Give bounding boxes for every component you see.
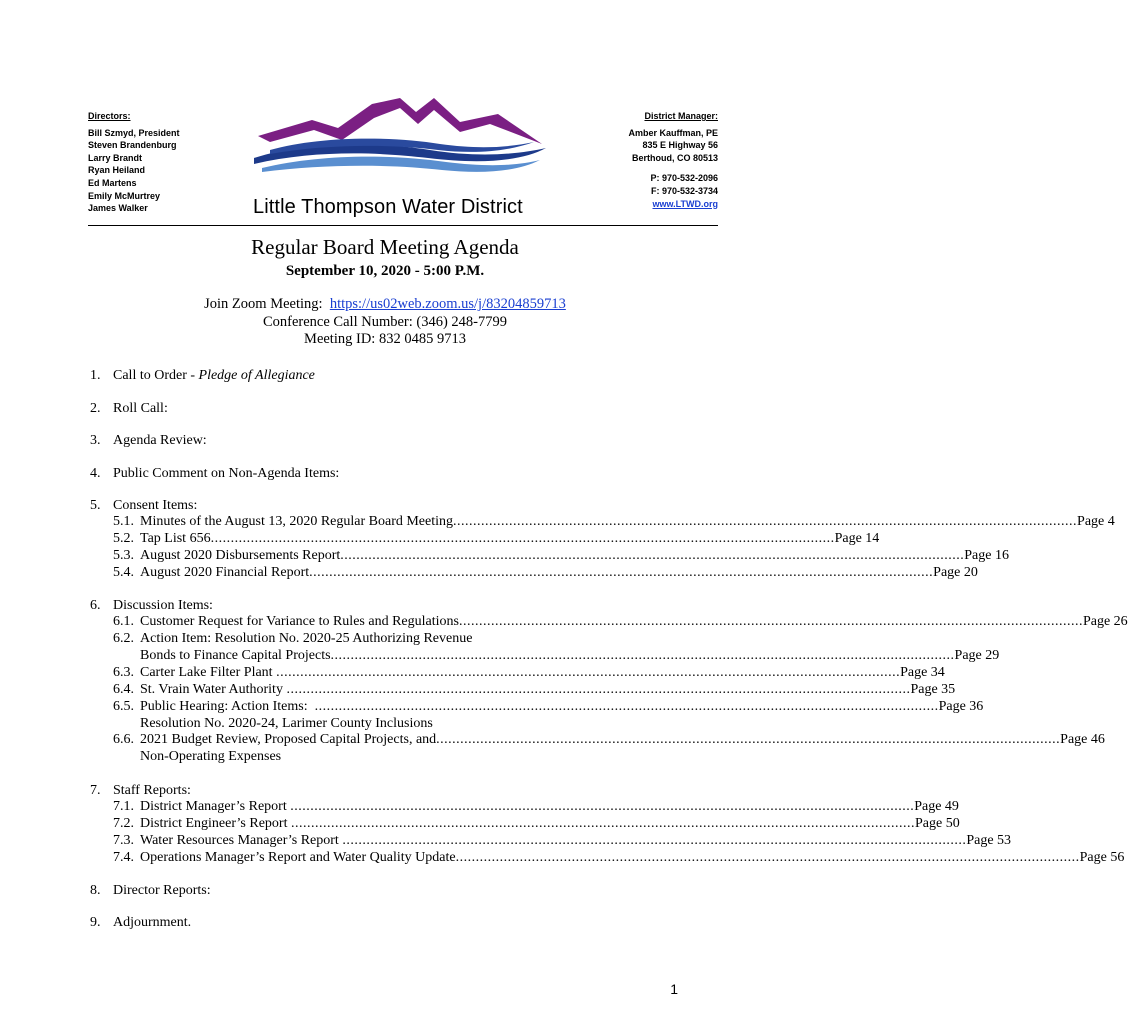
item-number: 4.: [90, 465, 101, 481]
page-ref: Page 16: [964, 547, 1009, 563]
item-text: Staff Reports:: [113, 782, 191, 798]
director-name: Emily McMurtrey: [88, 190, 161, 201]
sub-item-text: Operations Manager’s Report and Water Quality Update: [140, 849, 456, 865]
address-line: Berthoud, CO 80513: [631, 152, 718, 163]
sub-item-text: August 2020 Disbursements Report: [140, 547, 341, 563]
sub-item: [113, 530, 880, 548]
agenda-item: [90, 914, 550, 931]
director-name: Bill Szmyd, President: [88, 127, 180, 138]
sub-item: [113, 698, 984, 716]
page-ref: Page 35: [910, 681, 956, 697]
item-text: Discussion Items:: [113, 598, 213, 614]
sub-item-text: Minutes of the August 13, 2020 Regular Board Meeting: [140, 514, 454, 529]
sub-item-number: 6.5.: [113, 698, 134, 714]
agenda-list: [90, 367, 1128, 947]
item-text: Public Comment on Non-Agenda Items:: [113, 465, 340, 481]
sub-item-number: 7.2.: [113, 815, 134, 831]
page-ref: Page 56: [1079, 849, 1125, 865]
sub-item-number: 7.1.: [113, 798, 134, 814]
sub-item-continuation: Non-Operating Expenses: [140, 749, 282, 765]
sub-item-text: St. Vrain Water Authority: [140, 681, 287, 697]
director-name: Steven Brandenburg: [88, 140, 177, 151]
page-ref: Page 50: [915, 815, 960, 831]
agenda-item: [90, 597, 1128, 766]
sub-item: [113, 849, 1125, 867]
sub-item-text: Tap List 656: [140, 530, 211, 546]
sub-item-text: Bonds to Finance Capital Projects: [140, 647, 331, 663]
sub-item: [113, 681, 956, 699]
sub-item-text: Customer Request for Variance to Rules and Regulations: [140, 614, 459, 630]
sub-item: [113, 631, 550, 648]
sub-item: [113, 564, 978, 582]
item-text: Agenda Review:: [113, 433, 207, 448]
sub-item-text: District Engineer’s Report: [140, 815, 291, 831]
sub-item: [113, 614, 1128, 631]
directors-block: [88, 110, 180, 215]
sub-item: [113, 547, 1009, 565]
zoom-link[interactable]: https://us02web.zoom.us/j/83204859713: [329, 296, 566, 312]
fax: F: 970-532-3734: [650, 185, 718, 196]
meeting-connection-info: [0, 296, 770, 349]
meeting-date: September 10, 2020 - 5:00 P.M.: [285, 263, 485, 279]
item-number: 1.: [90, 368, 101, 383]
sub-item-text: Public Hearing: Action Items:: [140, 698, 315, 714]
item-number: 6.: [90, 598, 101, 614]
sub-item: [113, 798, 959, 816]
website-link[interactable]: www.LTWD.org: [652, 198, 718, 209]
item-text: Director Reports:: [113, 882, 211, 898]
header-divider: [88, 225, 718, 226]
sub-item-number: 7.3.: [113, 832, 134, 848]
page-title: Regular Board Meeting Agenda: [251, 235, 519, 259]
item-text: Call to Order -: [113, 368, 199, 383]
item-number: 5.: [90, 498, 101, 513]
director-name: James Walker: [88, 203, 148, 214]
sub-item-text: Action Item: Resolution No. 2020-25 Authorizing Revenue: [140, 631, 473, 647]
page-ref: Page 14: [834, 530, 880, 546]
manager-name: Amber Kauffman, PE: [628, 127, 718, 138]
sub-item-number: 6.1.: [113, 614, 134, 630]
agenda-item: [90, 497, 1115, 582]
page-ref: Page 20: [933, 564, 978, 580]
manager-block: [628, 110, 718, 210]
district-logo: [250, 92, 550, 174]
agenda-item: [90, 882, 550, 899]
sub-item-text: Carter Lake Filter Plant: [140, 664, 277, 680]
page-ref: Page 53: [966, 832, 1012, 848]
sub-item: [113, 664, 945, 682]
sub-item-number: 6.4.: [113, 681, 134, 697]
phone: P: 970-532-2096: [650, 173, 718, 184]
page-ref: Page 29: [954, 647, 1000, 663]
agenda-item: [90, 432, 550, 449]
sub-item-text: Water Resources Manager’s Report: [140, 832, 343, 848]
sub-item-text: 2021 Budget Review, Proposed Capital Projects, and: [140, 732, 437, 748]
item-text: Roll Call:: [113, 400, 168, 416]
conference-call: Conference Call Number: (346) 248-7799: [262, 313, 507, 330]
item-number: 2.: [90, 400, 101, 416]
director-name: Larry Brandt: [88, 152, 143, 163]
item-italic-text: Pledge of Allegiance: [198, 368, 315, 383]
sub-item-text: August 2020 Financial Report: [140, 564, 310, 580]
agenda-item: [90, 782, 1125, 867]
item-text: Adjournment.: [113, 915, 192, 931]
sub-item: [113, 732, 1105, 749]
page-ref: Page 36: [938, 698, 984, 714]
item-number: 9.: [90, 915, 101, 931]
directors-heading: Directors:: [88, 111, 131, 121]
sub-item-text: District Manager’s Report: [140, 798, 291, 814]
sub-item-number: 5.2.: [113, 530, 134, 546]
sub-item-number: 5.1.: [113, 514, 134, 529]
sub-item-number: 6.2.: [113, 631, 134, 647]
sub-item-continuation: [113, 647, 1000, 665]
sub-item: [113, 832, 1012, 850]
page-ref: Page 46: [1060, 732, 1105, 748]
sub-item: [113, 815, 960, 833]
agenda-item: [90, 465, 550, 482]
district-name: Little Thompson Water District: [253, 196, 523, 218]
item-text: Consent Items:: [113, 498, 198, 513]
sub-item-number: 7.4.: [113, 849, 134, 865]
sub-item-continuation: Resolution No. 2020-24, Larimer County Inclusions: [140, 715, 433, 731]
sub-item-number: 6.3.: [113, 664, 134, 680]
mountain-shape: [258, 98, 542, 144]
manager-heading: District Manager:: [644, 111, 718, 121]
item-number: 8.: [90, 882, 101, 898]
director-name: Ryan Heiland: [88, 165, 146, 176]
page-ref: Page 34: [900, 664, 945, 680]
agenda-item: [90, 400, 550, 417]
sub-item-number: 6.6.: [113, 732, 134, 748]
sub-item: [113, 514, 1115, 531]
agenda-item: [90, 367, 550, 384]
item-number: 3.: [90, 433, 101, 448]
meeting-id: Meeting ID: 832 0485 9713: [304, 331, 466, 347]
page-ref: Page 4: [1077, 514, 1115, 529]
item-number: 7.: [90, 782, 101, 798]
zoom-label: Join Zoom Meeting:: [204, 296, 330, 312]
director-name: Ed Martens: [88, 177, 137, 188]
page-number: 1: [670, 981, 678, 997]
sub-item-number: 5.3.: [113, 547, 134, 563]
page-ref: Page 49: [914, 798, 959, 814]
sub-item-number: 5.4.: [113, 564, 134, 580]
page-ref: Page 26: [1082, 614, 1128, 630]
address-line: 835 E Highway 56: [642, 140, 718, 151]
